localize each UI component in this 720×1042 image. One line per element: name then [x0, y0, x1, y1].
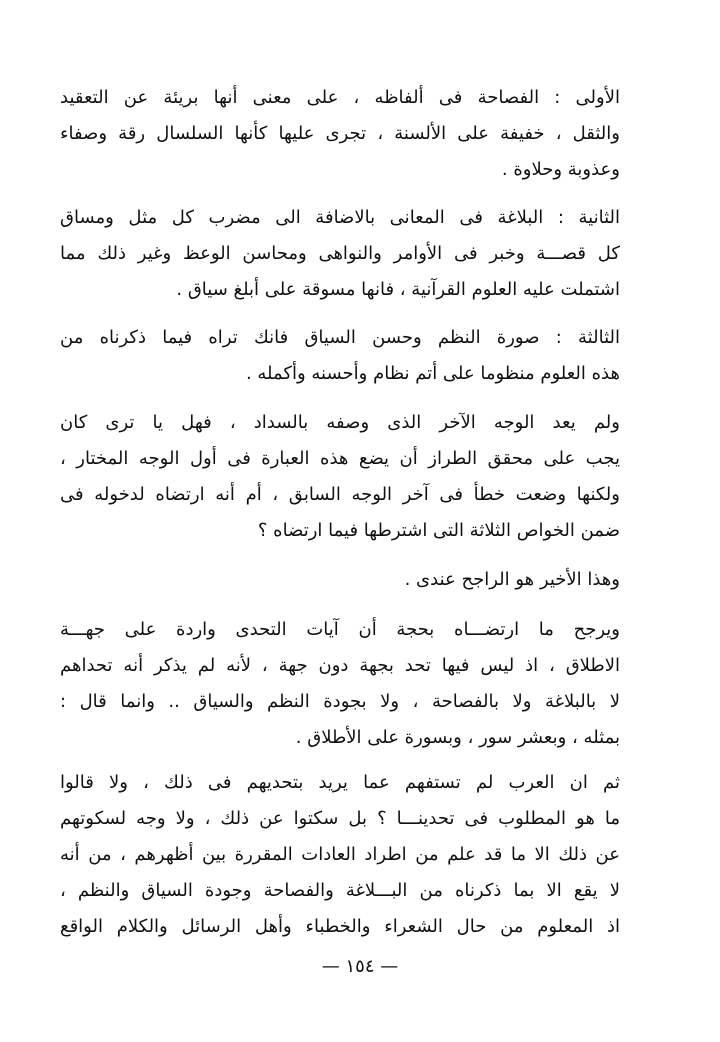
text-line: هذه العلوم منظوما على أتم نظام وأحسنه وأكمله . — [245, 363, 620, 384]
text-line: كل قصـــة وخبر فى الأوامر والنواهى ومحاسن الوعظ وغير ذلك مما — [60, 243, 620, 264]
text-line: والثقل ، خفيفة على الألسنة ، تجرى عليها كأنها السلسال رقة وصفاء — [60, 123, 620, 144]
paragraph-third-property — [60, 320, 620, 392]
text-line: وهذا الأخير هو الراجح عندى . — [404, 569, 620, 590]
text-line: اذ المعلوم من حال الشعراء والخطباء وأهل الرسائل والكلام الواقع — [60, 916, 620, 937]
text-line: الاطلاق ، اذ ليس فيها تحد بجهة دون جهة ، لأنه لم يذكر أنه تحداهم — [60, 655, 620, 676]
paragraph-argument — [60, 612, 620, 756]
page-number: — ١٥٤ — — [321, 956, 399, 977]
text-line: ولم يعد الوجه الآخر الذى وصفه بالسداد ، فهل يا ترى كان — [60, 412, 620, 433]
text-line: اشتملت عليه العلوم القرآنية ، فانها مسوقة على أبلغ سياق . — [176, 279, 620, 300]
text-line: الثالثة : صورة النظم وحسن السياق فانك تراه فيما ذكرناه من — [60, 327, 620, 348]
text-line: ضمن الخواص الثلاثة التى اشترطها فيما ارتضاه ؟ — [257, 520, 620, 541]
text-line: ويرجح ما ارتضـــاه بحجة أن آيات التحدى واردة على جهـــة — [60, 619, 620, 640]
text-line: ولكنها وضعت خطأ فى آخر الوجه السابق ، أم أنه ارتضاه لدخوله فى — [60, 484, 620, 505]
text-line: لا يقع الا بما ذكرناه من البـــلاغة والفصاحة وجودة السياق والنظم ، — [60, 880, 620, 901]
text-line: بمثله ، وبعشر سور ، وبسورة على الأطلاق . — [295, 727, 620, 748]
paragraph-opinion — [60, 562, 620, 598]
text-line: ثم ان العرب لم تستفهم عما يريد بتحديهم فى ذلك ، ولا قالوا — [60, 772, 620, 793]
paragraph-first-property — [60, 80, 620, 188]
text-line: عن ذلك الا ما قد علم من اطراد العادات المقررة بين أظهرهم ، من أنه — [60, 844, 620, 865]
text-line: وعذوبة وحلاوة . — [501, 159, 620, 180]
text-line: يجب على محقق الطراز أن يضع هذه العبارة فى أول الوجه المختار ، — [60, 448, 620, 469]
text-line: لا بالبلاغة ولا بالفصاحة ، ولا بجودة النظم والسياق .. وانما قال : — [60, 691, 620, 712]
text-line: الأولى : الفصاحة فى ألفاظه ، على معنى أنها بريئة عن التعقيد — [60, 87, 620, 108]
text-line: ما هو المطلوب فى تحدينـــا ؟ بل سكتوا عن ذلك ، ولا وجه لسكوتهم — [60, 808, 620, 829]
text-line: الثانية : البلاغة فى المعانى بالاضافة الى مضرب كل مثل ومساق — [60, 207, 620, 228]
paragraph-arabs-silence — [60, 765, 620, 945]
paragraph-second-property — [60, 200, 620, 308]
paragraph-question — [60, 405, 620, 549]
